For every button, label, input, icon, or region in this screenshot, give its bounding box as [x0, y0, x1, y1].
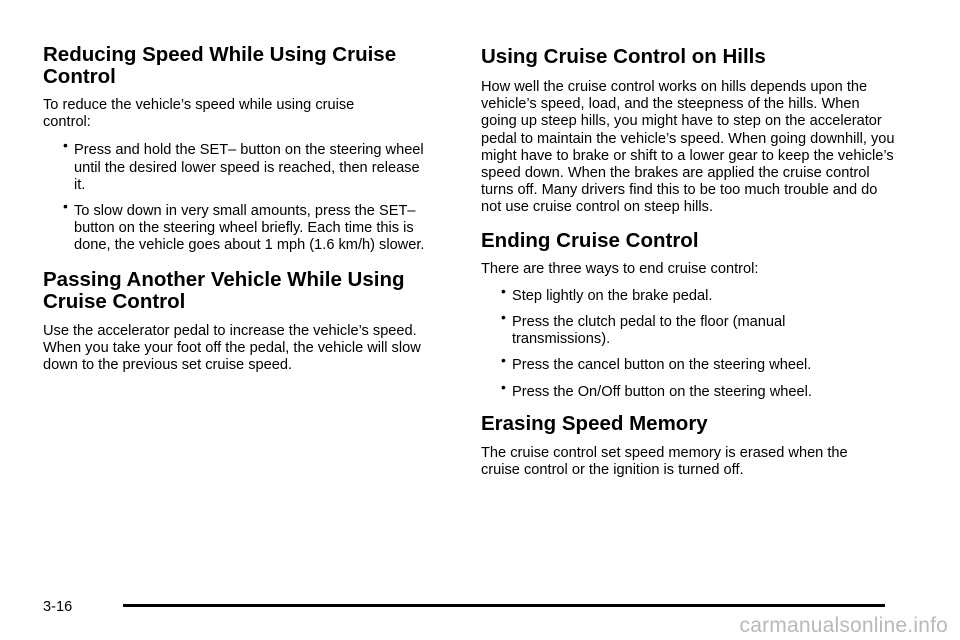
- left-column: [43, 44, 451, 374]
- bullet-icon: •: [501, 378, 506, 395]
- list-item: • Press the On/Off button on the steering wheel.: [501, 378, 812, 400]
- list-item: • To slow down in very small amounts, press the SET– button on the steering wheel briefly. Each time this is done, the vehicle goes about 1 mph (1.6 km/h) slower.: [63, 198, 425, 254]
- watermark: carmanualsonline.info: [739, 614, 948, 637]
- passing-vehicle-body: Use the accelerator pedal to increase the vehicle’s speed. When you take your foot off the pedal, the vehicle will slow down to the previous set cruise speed.: [43, 322, 421, 374]
- bullet-icon: •: [63, 137, 68, 154]
- heading-passing-vehicle: Passing Another Vehicle While Using Cruise Control: [43, 267, 405, 313]
- reducing-speed-intro: To reduce the vehicle’s speed while using cruise control:: [43, 97, 355, 131]
- heading-cruise-hills: Using Cruise Control on Hills: [481, 45, 766, 68]
- bullet-icon: •: [501, 352, 506, 369]
- list-item: • Press the clutch pedal to the floor (manual transmissions).: [501, 309, 786, 348]
- list-item: • Press and hold the SET– button on the steering wheel until the desired lower speed is reached, then release it.: [63, 137, 424, 193]
- reducing-speed-list: [43, 139, 451, 254]
- footer-rule: [123, 604, 885, 607]
- heading-ending-cruise: Ending Cruise Control: [481, 228, 699, 252]
- ending-cruise-intro: There are three ways to end cruise control:: [481, 260, 759, 277]
- bullet-icon: •: [63, 198, 68, 215]
- bullet-icon: •: [501, 309, 506, 326]
- cruise-hills-body: How well the cruise control works on hills depends upon the vehicle’s speed, load, and the steepness of the hills. When going up steep hills, you might have to step on the accelerator pedal to maintain the vehicle’s speed. When going downhill, you might have to brake or shift to a lower gear to keep the vehicle’s speed down. When the brakes are applied the cruise control turns off. Many drivers find this to be too much trouble and do not use cruise control on steep hills.: [481, 79, 895, 216]
- bullet-icon: •: [501, 282, 506, 299]
- heading-reducing-speed: Reducing Speed While Using Cruise Control: [43, 43, 397, 88]
- right-column: [481, 44, 926, 479]
- ending-cruise-list: [481, 282, 926, 401]
- page-number: 3-16: [43, 599, 73, 615]
- list-item: • Step lightly on the brake pedal.: [501, 282, 713, 304]
- list-item: • Press the cancel button on the steering wheel.: [501, 352, 812, 374]
- erasing-memory-body: The cruise control set speed memory is erased when the cruise control or the ignition is turned off.: [481, 444, 848, 479]
- heading-erasing-memory: Erasing Speed Memory: [481, 411, 708, 435]
